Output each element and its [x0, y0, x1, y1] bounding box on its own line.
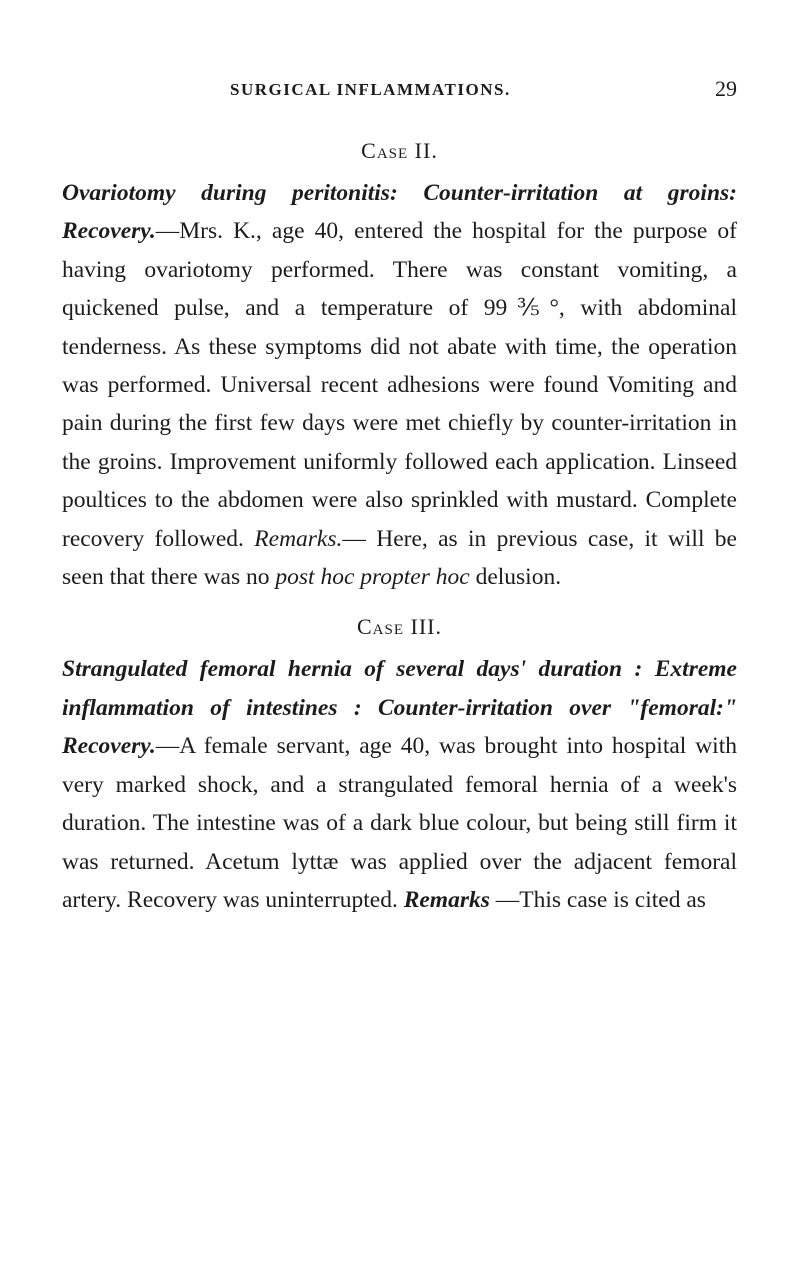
case-2-latin-phrase: post hoc propter hoc: [275, 564, 470, 591]
case-3-title: Strangulated femoral hernia of several days' duration : Extreme inflammation of intestines : Counter-irritation over "femoral:" Recovery.: [62, 656, 737, 760]
case-2-title: Ovariotomy during peritonitis: Counter-irritation at groins: Recovery.: [62, 180, 737, 245]
page-number: 29: [715, 76, 737, 101]
case-3-heading: Case III.: [357, 614, 442, 640]
case-3-remarks-label: Remarks: [403, 886, 490, 913]
case-3-body-2: —This case is cited as: [489, 886, 706, 913]
case-2-body-1: —Mrs. K., age 40, entered the hospital for the purpose of having ovariotomy performed. There was constant vomiting, a quickened pulse, and a temperature of 99⅗°, with abdominal tenderness. As these symptoms did not abate with time, the operation was performed. Universal recent adhesions were found Vomiting and pain during the first few days were met chiefly by counter-irritation in the groins. Improvement uniformly followed each application. Linseed poultices to the abdomen were also sprinkled with mustard. Complete recovery followed.: [62, 218, 737, 552]
case-2-heading: Case II.: [361, 138, 438, 163]
case-2-body-2: — Here, as in previous case, it will be seen that there was no: [62, 525, 737, 591]
running-head: [62, 76, 737, 110]
case-2-paragraph: [62, 174, 737, 596]
case-2-remarks-label: Remarks.: [254, 525, 343, 552]
book-page: [62, 76, 737, 919]
case-2-body-3: delusion.: [469, 564, 562, 591]
running-head-title: SURGICAL INFLAMMATIONS.: [230, 80, 511, 99]
case-3-paragraph: [62, 650, 737, 919]
case-3-body-1: —A female servant, age 40, was brought into hospital with very marked shock, and a strangulated femoral hernia of a week's duration. The intestine was of a dark blue colour, but being still firm it was returned. Acetum lyttæ was applied over the adjacent femoral artery. Recovery was uninterrupted.: [62, 733, 737, 913]
